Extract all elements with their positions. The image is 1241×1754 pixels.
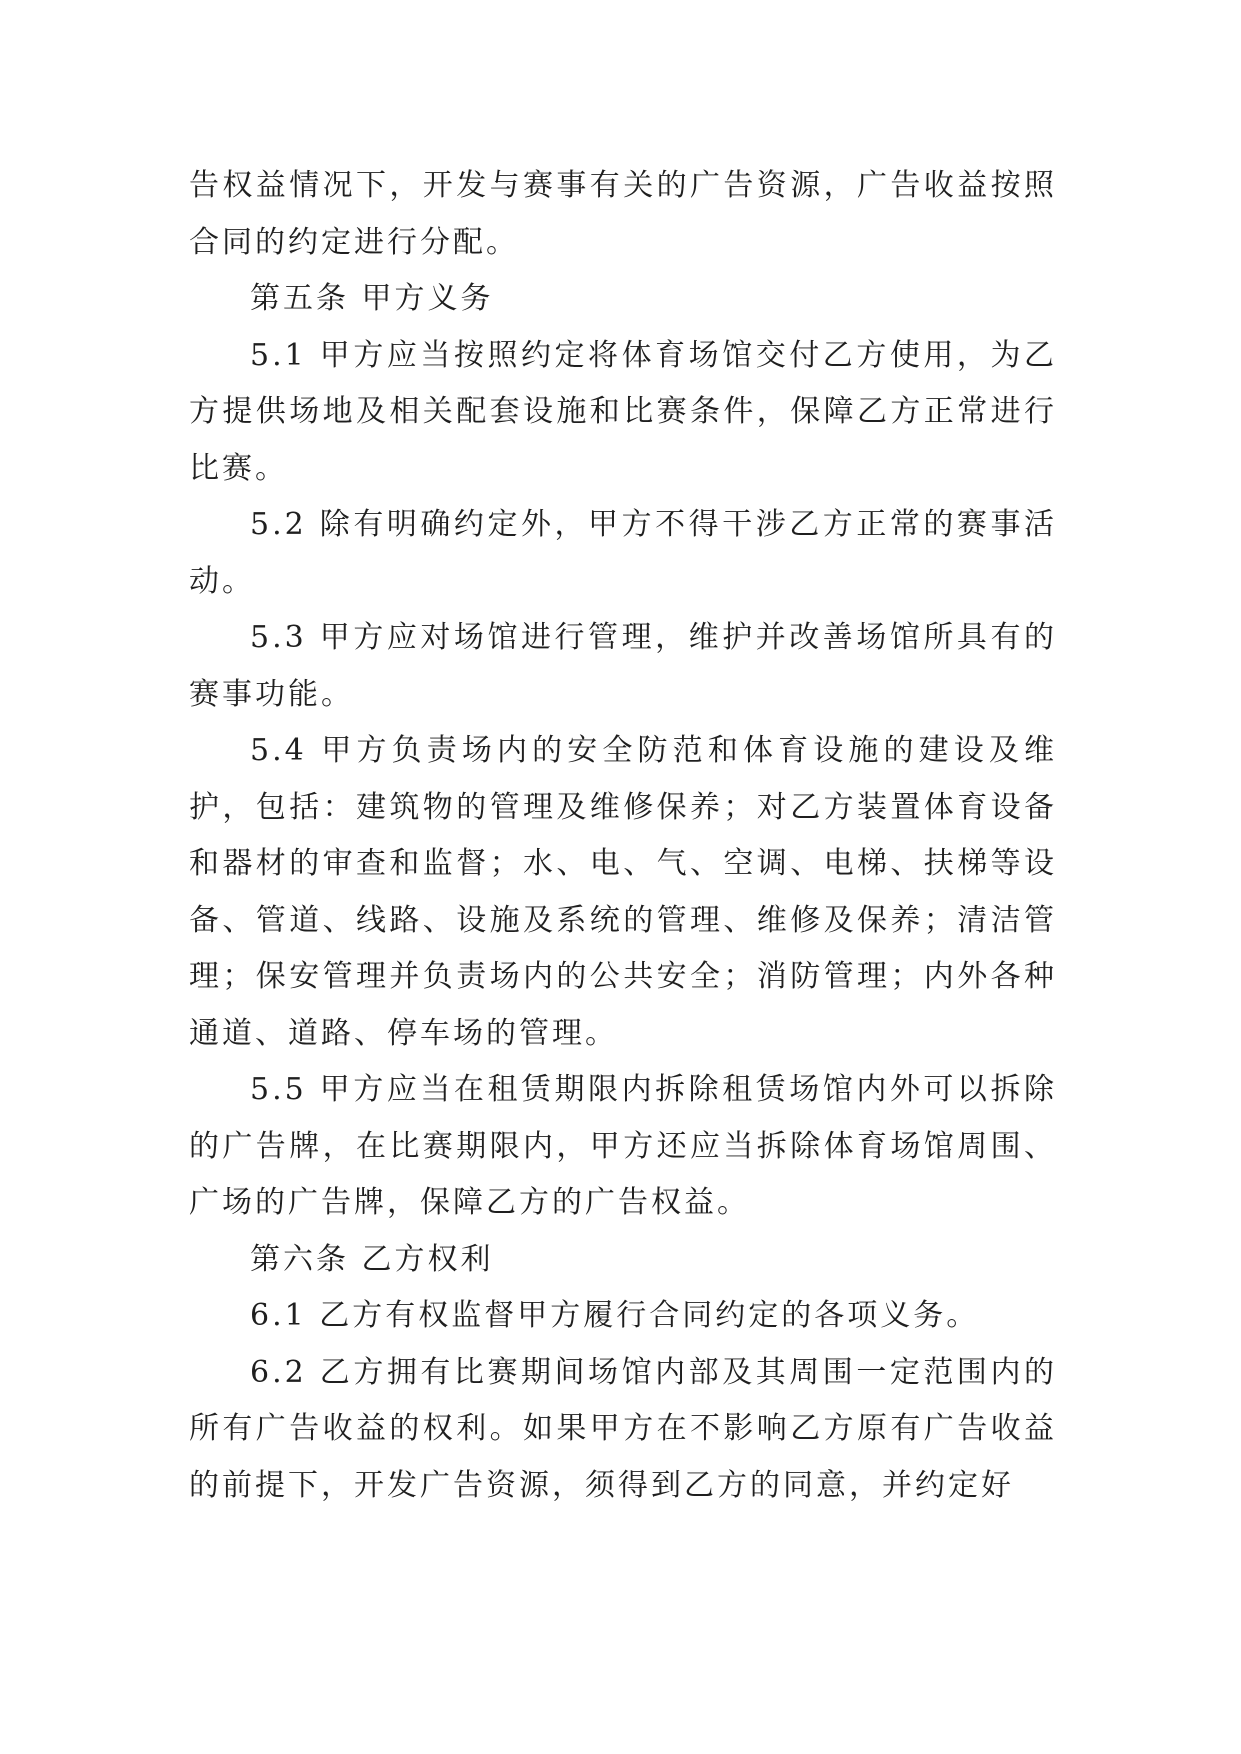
document-body	[189, 158, 1057, 1514]
article-6-heading: 第六条 乙方权利	[250, 1241, 494, 1277]
clause-6-1: 6.1 乙方有权监督甲方履行合同约定的各项义务。	[250, 1298, 980, 1333]
clause-5-5: 5.5 甲方应当在租赁期限内拆除租赁场馆内外可以拆除的广告牌，在比赛期限内，甲方还应当拆除体育场馆周围、广场的广告牌，保障乙方的广告权益。	[189, 1072, 1057, 1220]
clause-6-2: 6.2 乙方拥有比赛期间场馆内部及其周围一定范围内的所有广告收益的权利。如果甲方在不影响乙方原有广告收益的前提下，开发广告资源，须得到乙方的同意，并约定好	[189, 1354, 1057, 1503]
clause-5-1: 5.1 甲方应当按照约定将体育场馆交付乙方使用，为乙方提供场地及相关配套设施和比赛条件，保障乙方正常进行比赛。	[189, 337, 1057, 486]
clause-5-3: 5.3 甲方应对场馆进行管理，维护并改善场馆所具有的赛事功能。	[189, 620, 1057, 712]
paragraph-continuation: 告权益情况下，开发与赛事有关的广告资源，广告收益按照合同的约定进行分配。	[189, 168, 1057, 260]
clause-5-2: 5.2 除有明确约定外，甲方不得干涉乙方正常的赛事活动。	[189, 507, 1057, 599]
article-5-heading: 第五条 甲方义务	[250, 281, 494, 316]
clause-5-4: 5.4 甲方负责场内的安全防范和体育设施的建设及维护，包括：建筑物的管理及维修保养；对乙方装置体育设备和器材的审查和监督；水、电、气、空调、电梯、扶梯等设备、管道、线路、设施及系统的管理、维修及保养；清洁管理；保安管理并负责场内的公共安全；消防管理；内外各种通道、道路、停车场的管理。	[189, 733, 1057, 1051]
